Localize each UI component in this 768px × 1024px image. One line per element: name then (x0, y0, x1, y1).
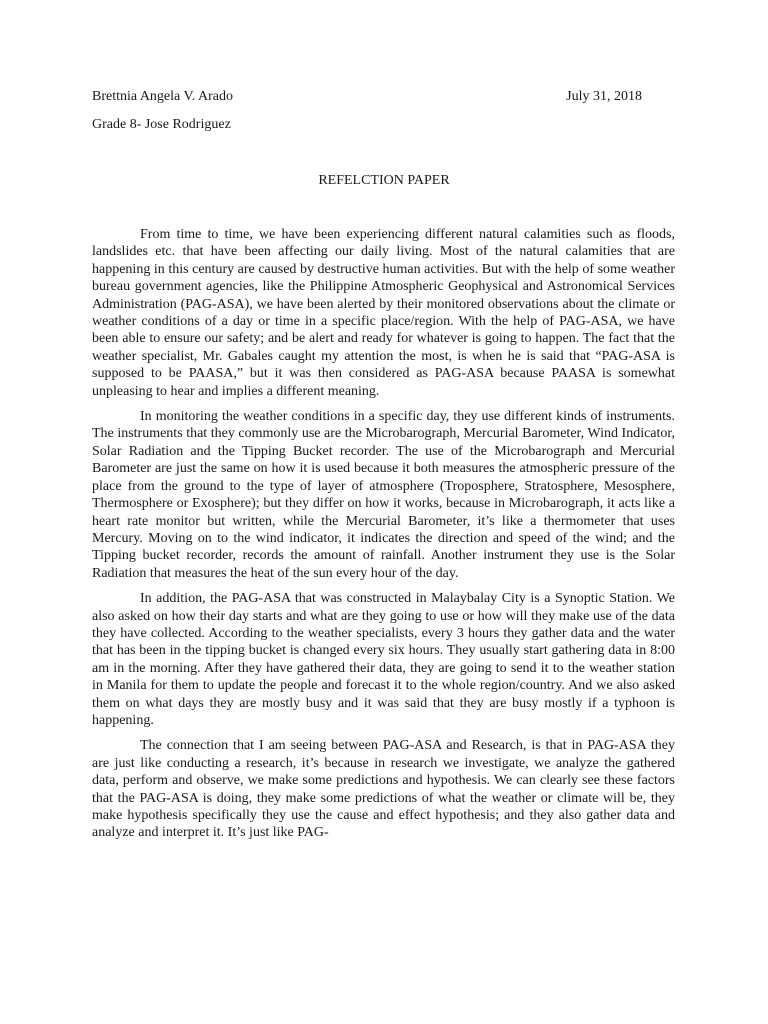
grade-section: Grade 8- Jose Rodriguez (92, 117, 231, 132)
document-date: July 31, 2018 (566, 89, 642, 104)
author-name: Brettnia Angela V. Arado (92, 89, 234, 104)
header-author-row (92, 88, 642, 106)
document-title: REFELCTION PAPER (318, 173, 450, 188)
header-grade-row (92, 116, 642, 134)
body-text (92, 226, 675, 850)
paragraph-4: The connection that I am seeing between PAG-ASA and Research, is that in PAG-ASA they are just like conducting a research, it’s because in research we investigate, we analyze the gathered data, perform and observe, we make some predictions and hypothesis. We can clearly see these factors that the PAG-ASA is doing, they make some predictions of what the weather or climate will be, they make hypothesis specifically they use the cause and effect hypothesis; and they also gather data and analyze and interpret it. It’s just like PAG- (92, 738, 675, 841)
paragraph-1: From time to time, we have been experiencing different natural calamities such as floods, landslides etc. that have been affecting our daily living. Most of the natural calamities that are happening in this century are caused by destructive human activities. But with the help of some weather bureau government agencies, like the Philippine Atmospheric Geophysical and Astronomical Services Administration (PAG-ASA), we have been alerted by their monitored observations about the climate or weather conditions of a day or time in a specific place/region. With the help of PAG-ASA, we have been able to ensure our safety; and be alert and ready for whatever is going to happen. The fact that the weather specialist, Mr. Gabales caught my attention the most, is when he is said that “PAG-ASA is supposed to be PAASA,” but it was then considered as PAG-ASA because PAASA is somewhat unpleasing to hear and implies a different meaning. (92, 227, 675, 399)
paragraph-3: In addition, the PAG-ASA that was constructed in Malaybalay City is a Synoptic Station. We also asked on how their day starts and what are they going to use or how will they make use of the data they have collected. According to the weather specialists, every 3 hours they gather data and the water that has been in the tipping bucket is changed every six hours. They usually start gathering data in 8:00 am in the morning. After they have gathered their data, they are going to send it to the weather station in Manila for them to update the people and forecast it to the whole region/country. And we also asked them on what days they are mostly busy and it was said that they are busy mostly if a typhoon is happening. (92, 591, 675, 728)
paragraph-2: In monitoring the weather conditions in a specific day, they use different kinds of instruments. The instruments that they commonly use are the Microbarograph, Mercurial Barometer, Wind Indicator, Solar Radiation and the Tipping Bucket recorder. The use of the Microbarograph and Mercurial Barometer are just the same on how it is used because it both measures the atmospheric pressure of the place from the ground to the type of layer of atmosphere (Troposphere, Stratosphere, Mesosphere, Thermosphere or Exosphere); but they differ on how it works, because in Microbarograph, it acts like a heart rate monitor but written, while the Mercurial Barometer, it’s like a thermometer that uses Mercury. Moving on to the wind indicator, it indicates the direction and speed of the wind; and the Tipping bucket recorder, records the amount of rainfall. Another instrument they use is the Solar Radiation that measures the heat of the sun every hour of the day. (92, 409, 675, 581)
